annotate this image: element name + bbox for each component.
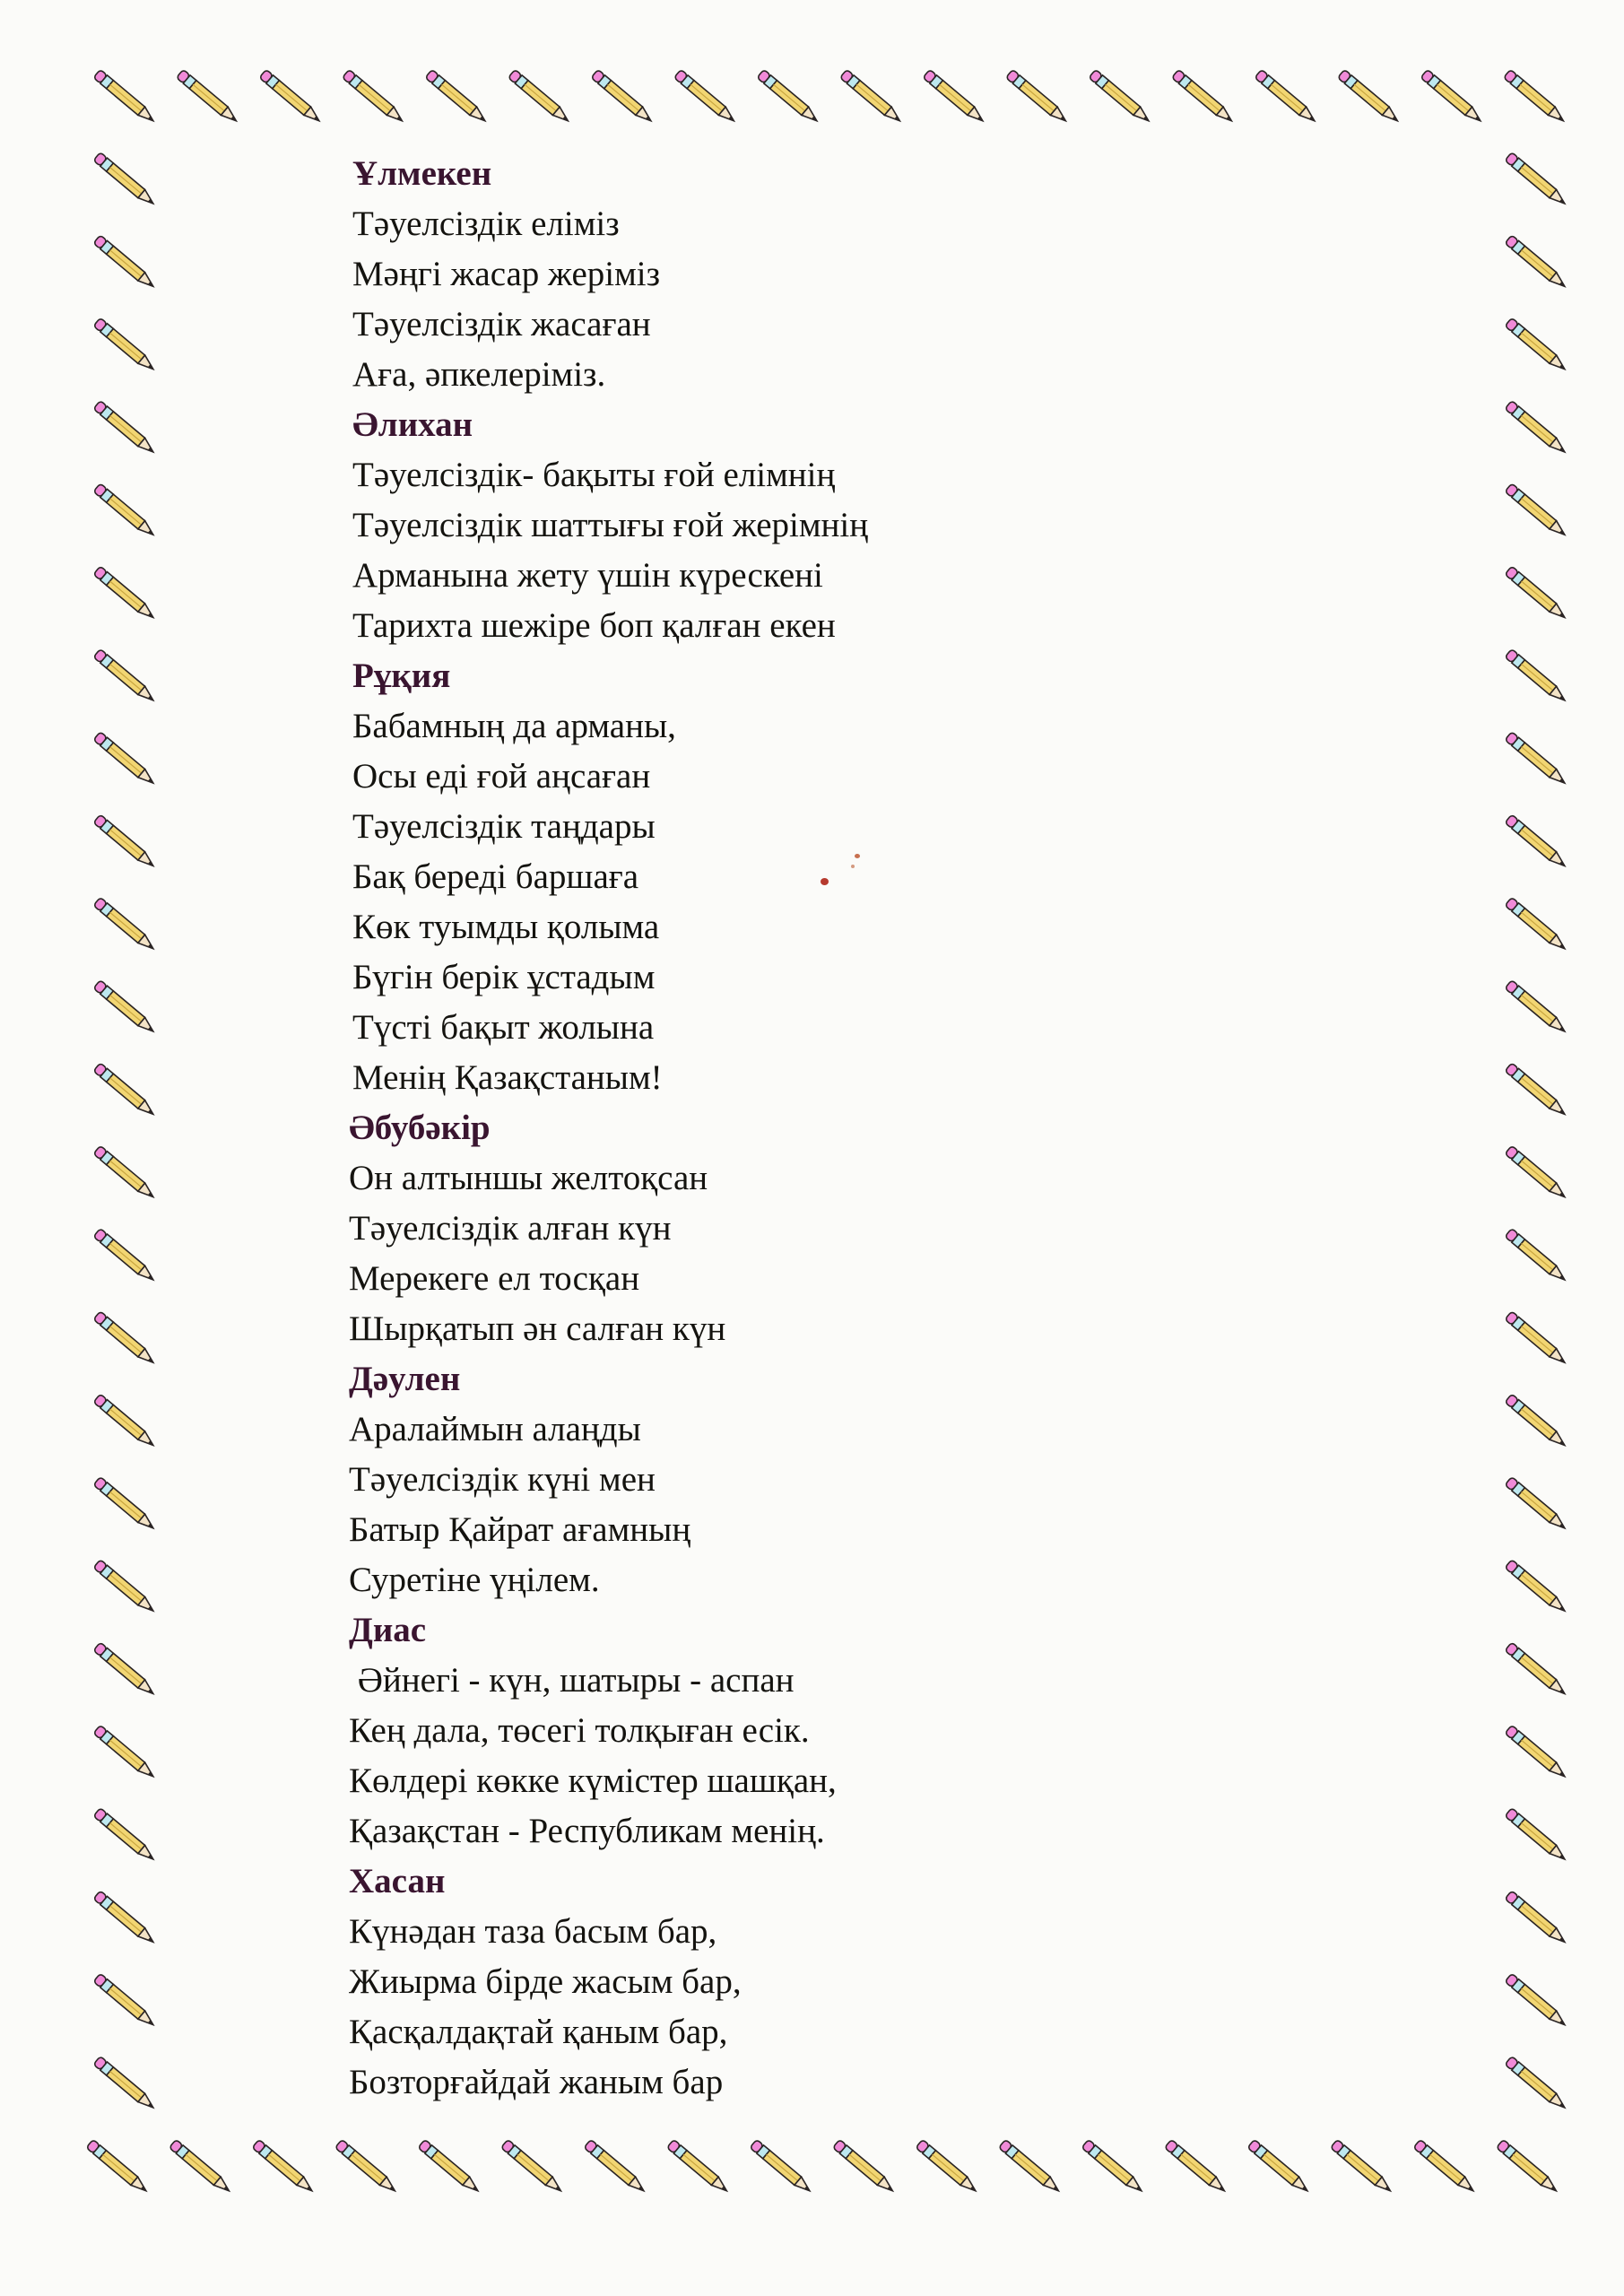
ink-speck (821, 878, 829, 885)
pencil-icon (1255, 69, 1318, 125)
poem-line: Аға, әпкелеріміз. (352, 355, 606, 394)
poem-line: Қасқалдақтай қаным бар, (349, 2013, 728, 2051)
pencil-icon (93, 1311, 157, 1367)
stanza (352, 651, 1518, 1103)
poem-line: Күнәдан таза басым бар, (349, 1912, 717, 1951)
pencil-icon (833, 2139, 897, 2195)
pencil-icon (923, 69, 986, 125)
poem-line: Тәуелсіздік шаттығы ғой жерімнің (352, 506, 869, 544)
poem-line: Бозторғайдай жаным бар (349, 2063, 724, 2101)
poem-line: Тәуелсіздік жасаған (352, 305, 651, 344)
pencil-icon (93, 235, 157, 291)
poem-line: Бүгін берік ұстадым (352, 958, 656, 996)
poem-line: Тәуелсіздік алған күн (349, 1209, 672, 1248)
pencil-icon (343, 69, 406, 125)
poem-line: Батыр Қайрат ағамның (349, 1510, 691, 1549)
speaker-name: Дәулен (349, 1360, 461, 1398)
stanza (349, 1605, 1518, 1857)
pencil-icon (1420, 69, 1484, 125)
pencil-icon (584, 2139, 647, 2195)
pencil-icon (93, 732, 157, 787)
pencil-icon (501, 2139, 565, 2195)
poem-line: Жиырма бірде жасым бар, (349, 1962, 742, 2001)
pencil-icon (93, 814, 157, 870)
pencil-icon (916, 2139, 979, 2195)
speaker-name: Ұлмекен (352, 154, 492, 193)
poem-line: Аралаймын алаңды (349, 1410, 641, 1448)
poem-line: Көлдері көкке күмістер шашқан, (349, 1761, 837, 1800)
pencil-icon (93, 980, 157, 1036)
speaker-name: Диас (349, 1611, 427, 1649)
poem-line: Қазақстан - Республикам менің. (349, 1812, 825, 1850)
pencil-icon (93, 566, 157, 622)
pencil-icon (93, 483, 157, 539)
pencil-icon (93, 152, 157, 208)
speaker-name: Хасан (349, 1862, 446, 1900)
stanza (349, 1857, 1518, 2108)
pencil-icon (93, 1560, 157, 1615)
poem-line: Бабамның да арманы, (352, 707, 676, 745)
poem-text (349, 149, 1518, 2108)
pencil-icon (425, 69, 489, 125)
poem-line: Он алтыншы желтоқсан (349, 1159, 708, 1197)
pencil-icon (93, 1063, 157, 1118)
pencil-icon (93, 1891, 157, 1946)
pencil-icon (757, 69, 821, 125)
pencil-icon (169, 2139, 233, 2195)
pencil-icon (252, 2139, 316, 2195)
pencil-icon (840, 69, 904, 125)
pencil-icon (667, 2139, 731, 2195)
pencil-icon (1331, 2139, 1394, 2195)
poem-line: Кең дала, төсегі толқыған есік. (349, 1711, 810, 1750)
pencil-icon (93, 317, 157, 373)
pencil-icon (93, 649, 157, 705)
pencil-icon (1497, 2139, 1560, 2195)
pencil-icon (93, 1229, 157, 1284)
pencil-icon (999, 2139, 1063, 2195)
poem-line: Әйнегі - күн, шатыры - аспан (349, 1661, 795, 1700)
poem-line: Тәуелсіздік таңдары (352, 807, 656, 846)
pencil-icon (1413, 2139, 1477, 2195)
pencil-icon (1165, 2139, 1229, 2195)
pencil-icon (93, 897, 157, 952)
poem-line: Арманына жету үшін күрескені (352, 556, 823, 595)
poem-line: Тәуелсіздік- бақыты ғой елімнің (352, 456, 836, 494)
poem-line: Бақ береді баршаға (352, 857, 639, 896)
speaker-name: Рұқия (352, 657, 451, 695)
pencil-icon (86, 2139, 150, 2195)
poem-line: Мерекеге ел тосқан (349, 1259, 640, 1298)
poem-line: Менің Қазақстаным! (352, 1058, 663, 1097)
poem-line: Тәуелсіздік еліміз (352, 204, 620, 243)
stanza (352, 149, 1518, 400)
poem-line: Шырқатып ән салған күн (349, 1309, 726, 1348)
pencil-icon (93, 1477, 157, 1533)
stanza (349, 1103, 1518, 1354)
speaker-name: Әлихан (352, 405, 473, 444)
poem-line: Осы еді ғой аңсаған (352, 757, 651, 796)
poem-line: Түсті бақыт жолына (352, 1008, 655, 1047)
pencil-icon (93, 69, 157, 125)
pencil-icon (259, 69, 323, 125)
poem-line: Мәңгі жасар жеріміз (352, 255, 661, 293)
poem-line: Тарихта шежіре боп қалған екен (352, 606, 836, 645)
pencil-icon (750, 2139, 813, 2195)
stanza (349, 1354, 1518, 1605)
pencil-icon (1247, 2139, 1311, 2195)
pencil-icon (93, 1642, 157, 1698)
poem-line: Суретіне үңілем. (349, 1561, 600, 1599)
pencil-icon (674, 69, 738, 125)
pencil-icon (508, 69, 572, 125)
pencil-icon (591, 69, 655, 125)
pencil-icon (335, 2139, 399, 2195)
pencil-icon (1338, 69, 1402, 125)
stanza (352, 400, 1518, 651)
pencil-icon (93, 1973, 157, 2029)
pencil-icon (93, 1394, 157, 1449)
pencil-icon (1504, 69, 1568, 125)
pencil-icon (1172, 69, 1236, 125)
pencil-icon (93, 2057, 157, 2112)
pencil-icon (93, 401, 157, 457)
pencil-icon (177, 69, 240, 125)
pencil-icon (93, 1808, 157, 1864)
pencil-icon (93, 1145, 157, 1201)
speaker-name: Әбубәкір (349, 1109, 491, 1147)
pencil-icon (418, 2139, 482, 2195)
pencil-icon (93, 1725, 157, 1780)
poem-line: Тәуелсіздік күні мен (349, 1460, 656, 1499)
ink-speck (855, 854, 860, 858)
poem-line: Көк туымды қолыма (352, 908, 660, 946)
pencil-icon (1006, 69, 1070, 125)
pencil-icon (1089, 69, 1152, 125)
pencil-icon (1081, 2139, 1145, 2195)
ink-speck (851, 865, 855, 868)
